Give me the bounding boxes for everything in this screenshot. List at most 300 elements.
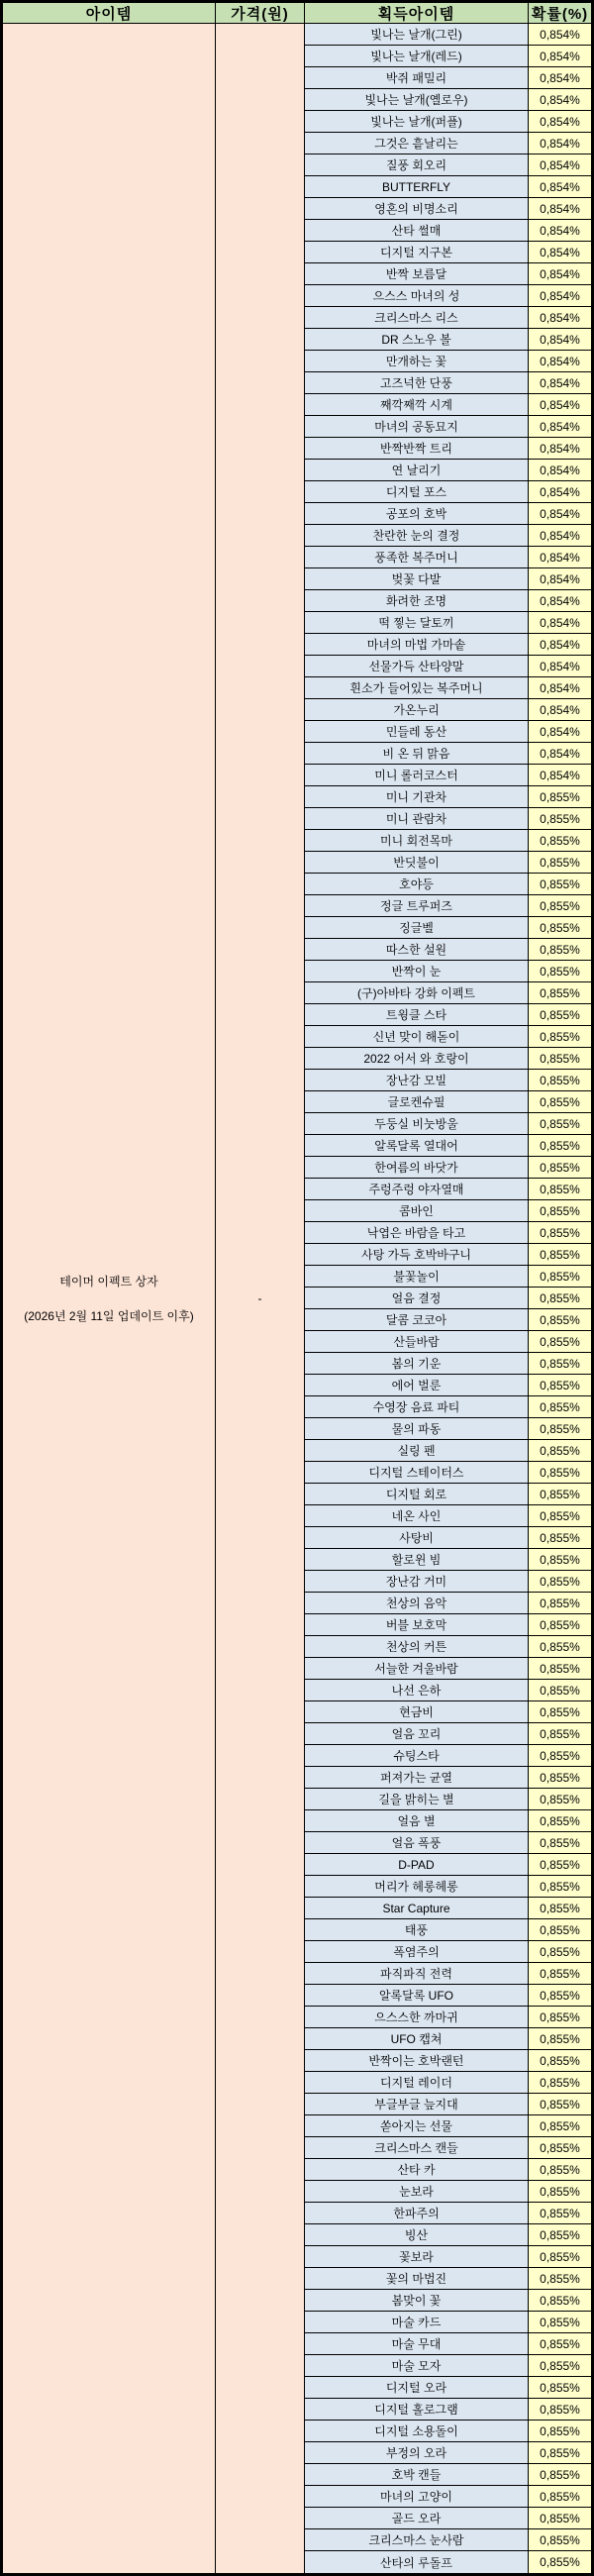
item-name: 테이머 이펙트 상자: [59, 1275, 158, 1288]
table-row: [305, 2290, 591, 2312]
result-item-name: 산타의 루돌프: [305, 2551, 529, 2573]
result-item-name: 신년 맞이 해돋이: [305, 1026, 529, 1047]
result-item-rate: 0,854%: [529, 590, 591, 611]
result-item-name: 천상의 음악: [305, 1593, 529, 1613]
table-row: [305, 438, 591, 460]
table-row: [305, 2508, 591, 2529]
result-item-name: 버블 보호막: [305, 1614, 529, 1635]
result-item-name: 반짝이 눈: [305, 961, 529, 981]
result-item-name: 나선 은하: [305, 1680, 529, 1700]
result-item-rate: 0,855%: [529, 2203, 591, 2223]
table-row: [305, 852, 591, 874]
table-row: [305, 656, 591, 677]
result-item-rate: 0,855%: [529, 2181, 591, 2202]
result-item-rate: 0,854%: [529, 372, 591, 393]
table-row: [305, 568, 591, 590]
result-item-rate: 0,855%: [529, 961, 591, 981]
result-item-name: 호야등: [305, 874, 529, 894]
result-item-name: 마술 무대: [305, 2333, 529, 2354]
result-item-rate: 0,855%: [529, 1048, 591, 1069]
result-item-rate: 0,855%: [529, 1004, 591, 1025]
result-item-rate: 0,855%: [529, 1396, 591, 1417]
result-item-name: 슈팅스타: [305, 1745, 529, 1766]
table-row: [305, 721, 591, 743]
table-row: [305, 24, 591, 46]
result-item-rate: 0,854%: [529, 743, 591, 764]
result-item-name: 흰소가 들어있는 복주머니: [305, 677, 529, 698]
result-item-name: 사탕 가득 호박바구니: [305, 1244, 529, 1265]
result-item-name: 폭염주의: [305, 1941, 529, 1962]
result-item-rate: 0,855%: [529, 2333, 591, 2354]
result-item-name: 트윙클 스타: [305, 1004, 529, 1025]
price-cell: -: [216, 24, 305, 2573]
result-item-rate: 0,854%: [529, 438, 591, 459]
result-item-rate: 0,854%: [529, 460, 591, 480]
table-row: [305, 220, 591, 242]
result-item-name: 빛나는 날개(그린): [305, 24, 529, 45]
result-item-rate: 0,854%: [529, 699, 591, 720]
table-row: [305, 1505, 591, 1527]
result-item-rate: 0,855%: [529, 1179, 591, 1199]
result-item-name: 정글 트루퍼즈: [305, 895, 529, 916]
result-item-rate: 0,855%: [529, 2290, 591, 2311]
table-row: [305, 2028, 591, 2050]
result-item-rate: 0,855%: [529, 1070, 591, 1090]
table-row: [305, 677, 591, 699]
result-item-rate: 0,855%: [529, 2377, 591, 2398]
table-row: [305, 1266, 591, 1288]
result-item-name: 디지털 레이더: [305, 2072, 529, 2093]
result-item-rate: 0,854%: [529, 416, 591, 437]
result-item-rate: 0,855%: [529, 1658, 591, 1679]
table-row: [305, 1701, 591, 1723]
result-item-rate: 0,855%: [529, 2224, 591, 2245]
result-item-name: 할로윈 빔: [305, 1549, 529, 1570]
table-row: [305, 2486, 591, 2508]
result-item-name: 산타 카: [305, 2159, 529, 2180]
column-header-price: 가격(원): [216, 3, 305, 23]
result-item-rate: 0,855%: [529, 2508, 591, 2528]
result-item-rate: 0,855%: [529, 874, 591, 894]
result-item-name: (구)아바타 강화 이펙트: [305, 982, 529, 1003]
result-item-rate: 0,855%: [529, 2486, 591, 2507]
result-item-rate: 0,855%: [529, 1636, 591, 1657]
table-row: [305, 939, 591, 961]
result-item-name: 마녀의 마법 가마솥: [305, 634, 529, 655]
result-item-name: 벚꽃 다발: [305, 568, 529, 589]
result-item-name: 2022 어서 와 호랑이: [305, 1048, 529, 1069]
table-row: [305, 2551, 591, 2573]
result-item-rate: 0,855%: [529, 1941, 591, 1962]
result-item-rate: 0,854%: [529, 612, 591, 633]
result-item-name: 부정의 오라: [305, 2442, 529, 2463]
table-row: [305, 1680, 591, 1701]
table-row: [305, 46, 591, 67]
result-item-rate: 0,855%: [529, 1091, 591, 1112]
table-row: [305, 1309, 591, 1331]
result-item-rate: 0,855%: [529, 1418, 591, 1439]
table-row: [305, 2529, 591, 2551]
result-item-name: 영혼의 비명소리: [305, 198, 529, 219]
table-row: [305, 1854, 591, 1876]
result-item-rate: 0,854%: [529, 721, 591, 742]
result-item-name: 달콤 코코아: [305, 1309, 529, 1330]
result-item-name: 봄의 기운: [305, 1353, 529, 1374]
result-item-name: 쏟아지는 선물: [305, 2115, 529, 2136]
table-row: [305, 416, 591, 438]
table-row: [305, 329, 591, 351]
result-item-rate: 0,855%: [529, 939, 591, 960]
result-item-rate: 0,855%: [529, 1854, 591, 1875]
result-item-rate: 0,855%: [529, 2094, 591, 2114]
table-row: [305, 2355, 591, 2377]
result-rows: [305, 24, 591, 2573]
result-item-name: 반짝반짝 트리: [305, 438, 529, 459]
result-item-rate: 0,855%: [529, 1462, 591, 1483]
table-row: [305, 2333, 591, 2355]
result-item-name: 연 날리기: [305, 460, 529, 480]
result-item-rate: 0,854%: [529, 220, 591, 241]
result-item-name: 디지털 오라: [305, 2377, 529, 2398]
table-row: [305, 1898, 591, 1919]
result-item-name: 빙산: [305, 2224, 529, 2245]
table-body: [3, 24, 591, 2573]
table-row: [305, 808, 591, 830]
table-row: [305, 2224, 591, 2246]
result-item-rate: 0,855%: [529, 786, 591, 807]
result-item-name: 골드 오라: [305, 2508, 529, 2528]
result-item-name: 디지털 소용돌이: [305, 2421, 529, 2441]
result-item-name: 징글벨: [305, 917, 529, 938]
result-item-rate: 0,855%: [529, 2159, 591, 2180]
result-item-rate: 0,854%: [529, 242, 591, 262]
result-item-rate: 0,855%: [529, 2312, 591, 2332]
table-row: [305, 1789, 591, 1810]
table-row: [305, 1832, 591, 1854]
table-row: [305, 198, 591, 220]
table-row: [305, 2421, 591, 2442]
table-row: [305, 307, 591, 329]
table-row: [305, 1767, 591, 1789]
table-row: [305, 895, 591, 917]
result-item-rate: 0,854%: [529, 46, 591, 66]
table-row: [305, 133, 591, 155]
result-item-rate: 0,854%: [529, 67, 591, 88]
table-row: [305, 285, 591, 307]
table-row: [305, 1179, 591, 1200]
result-item-name: 떡 찧는 달토끼: [305, 612, 529, 633]
table-row: [305, 1810, 591, 1832]
result-item-name: 퍼져가는 균열: [305, 1767, 529, 1788]
table-row: [305, 2159, 591, 2181]
table-row: [305, 786, 591, 808]
result-item-rate: 0,855%: [529, 1440, 591, 1461]
result-item-name: 꽃의 마법진: [305, 2268, 529, 2289]
result-item-rate: 0,854%: [529, 155, 591, 175]
result-item-rate: 0,855%: [529, 1200, 591, 1221]
result-item-name: 서늘한 겨울바람: [305, 1658, 529, 1679]
result-item-name: 주렁주렁 야자열매: [305, 1179, 529, 1199]
result-item-rate: 0,855%: [529, 2115, 591, 2136]
table-row: [305, 1375, 591, 1396]
table-row: [305, 1440, 591, 1462]
result-item-name: 으스스한 까마귀: [305, 2007, 529, 2027]
table-row: [305, 1527, 591, 1549]
result-item-name: 네온 사인: [305, 1505, 529, 1526]
result-item-name: 사탕비: [305, 1527, 529, 1548]
result-item-rate: 0,855%: [529, 2399, 591, 2420]
result-item-rate: 0,855%: [529, 1026, 591, 1047]
result-item-name: 질풍 회오리: [305, 155, 529, 175]
result-item-rate: 0,855%: [529, 1309, 591, 1330]
result-item-rate: 0,855%: [529, 1505, 591, 1526]
result-item-rate: 0,854%: [529, 481, 591, 502]
result-item-name: 얼음 결정: [305, 1288, 529, 1308]
table-row: [305, 155, 591, 176]
table-row: [305, 1919, 591, 1941]
table-row: [305, 1941, 591, 1963]
result-item-rate: 0,854%: [529, 263, 591, 284]
table-row: [305, 460, 591, 481]
result-item-rate: 0,855%: [529, 1527, 591, 1548]
result-item-name: 크리스마스 눈사람: [305, 2529, 529, 2550]
table-row: [305, 2181, 591, 2203]
result-item-rate: 0,855%: [529, 1680, 591, 1700]
table-row: [305, 394, 591, 416]
result-item-name: 마녀의 고양이: [305, 2486, 529, 2507]
table-row: [305, 2399, 591, 2421]
table-row: [305, 481, 591, 503]
result-item-rate: 0,854%: [529, 176, 591, 197]
result-item-name: 태풍: [305, 1919, 529, 1940]
result-item-rate: 0,854%: [529, 525, 591, 546]
result-item-rate: 0,855%: [529, 1353, 591, 1374]
result-item-name: 글로켄슈필: [305, 1091, 529, 1112]
result-item-rate: 0,854%: [529, 89, 591, 110]
table-row: [305, 2072, 591, 2094]
result-item-rate: 0,855%: [529, 1113, 591, 1134]
table-row: [305, 765, 591, 786]
result-item-name: 반짝이는 호박랜턴: [305, 2050, 529, 2071]
result-item-rate: 0,854%: [529, 351, 591, 371]
result-item-name: 선물가득 산타양말: [305, 656, 529, 676]
result-item-rate: 0,855%: [529, 1789, 591, 1809]
result-item-rate: 0,855%: [529, 1331, 591, 1352]
result-item-rate: 0,855%: [529, 1266, 591, 1287]
result-item-rate: 0,855%: [529, 2007, 591, 2027]
result-item-name: 콤바인: [305, 1200, 529, 1221]
table-row: [305, 1636, 591, 1658]
result-item-rate: 0,854%: [529, 568, 591, 589]
table-row: [305, 1462, 591, 1484]
result-item-name: 장난감 거미: [305, 1571, 529, 1592]
result-item-name: 미니 회전목마: [305, 830, 529, 851]
result-item-name: 그것은 흩날리는: [305, 133, 529, 154]
table-row: [305, 2312, 591, 2333]
result-item-name: 장난감 모빌: [305, 1070, 529, 1090]
result-item-rate: 0,855%: [529, 1375, 591, 1395]
result-item-name: 마녀의 공동묘지: [305, 416, 529, 437]
result-item-rate: 0,855%: [529, 2529, 591, 2550]
column-header-item: 아이템: [3, 3, 216, 23]
column-header-obtained-item: 획득아이템: [305, 3, 529, 23]
table-row: [305, 1091, 591, 1113]
result-item-name: 물의 파동: [305, 1418, 529, 1439]
result-item-rate: 0,854%: [529, 198, 591, 219]
result-item-rate: 0,855%: [529, 1985, 591, 2006]
result-item-rate: 0,855%: [529, 2246, 591, 2267]
table-row: [305, 1396, 591, 1418]
table-header-row: [3, 3, 591, 24]
result-item-name: 얼음 별: [305, 1810, 529, 1831]
result-item-rate: 0,855%: [529, 2028, 591, 2049]
table-row: [305, 1135, 591, 1157]
result-item-name: BUTTERFLY: [305, 176, 529, 197]
result-item-name: 현금비: [305, 1701, 529, 1722]
result-item-name: 꽃보라: [305, 2246, 529, 2267]
table-row: [305, 874, 591, 895]
table-row: [305, 1026, 591, 1048]
result-item-name: 산타 썰매: [305, 220, 529, 241]
result-item-name: 봄맞이 꽃: [305, 2290, 529, 2311]
table-row: [305, 1418, 591, 1440]
table-row: [305, 111, 591, 133]
result-item-name: 두둥실 비눗방울: [305, 1113, 529, 1134]
result-item-name: 디지털 포스: [305, 481, 529, 502]
result-item-name: D-PAD: [305, 1854, 529, 1875]
result-item-name: 으스스 마녀의 성: [305, 285, 529, 306]
table-row: [305, 2094, 591, 2115]
table-row: [305, 2050, 591, 2072]
result-item-rate: 0,855%: [529, 1571, 591, 1592]
table-row: [305, 242, 591, 263]
result-item-rate: 0,854%: [529, 285, 591, 306]
result-item-name: 빛나는 날개(레드): [305, 46, 529, 66]
result-item-rate: 0,854%: [529, 394, 591, 415]
table-row: [305, 612, 591, 634]
column-header-probability: 확률(%): [529, 3, 591, 23]
table-row: [305, 2442, 591, 2464]
result-item-rate: 0,855%: [529, 1549, 591, 1570]
table-row: [305, 67, 591, 89]
table-row: [305, 1157, 591, 1179]
result-item-rate: 0,855%: [529, 830, 591, 851]
result-item-name: 얼음 꼬리: [305, 1723, 529, 1744]
result-item-rate: 0,855%: [529, 1723, 591, 1744]
table-row: [305, 263, 591, 285]
result-item-name: 눈보라: [305, 2181, 529, 2202]
result-item-name: 공포의 호박: [305, 503, 529, 524]
result-item-rate: 0,855%: [529, 2355, 591, 2376]
result-item-rate: 0,855%: [529, 2050, 591, 2071]
result-item-name: 불꽃놀이: [305, 1266, 529, 1287]
result-item-name: 민들레 동산: [305, 721, 529, 742]
table-row: [305, 1331, 591, 1353]
table-row: [305, 2137, 591, 2159]
result-item-name: 한여름의 바닷가: [305, 1157, 529, 1178]
result-item-rate: 0,855%: [529, 1484, 591, 1504]
result-item-name: 빛나는 날개(퍼플): [305, 111, 529, 132]
result-item-name: 가온누리: [305, 699, 529, 720]
table-row: [305, 1222, 591, 1244]
result-item-name: 얼음 폭풍: [305, 1832, 529, 1853]
table-row: [305, 961, 591, 982]
result-item-name: DR 스노우 볼: [305, 329, 529, 350]
table-row: [305, 351, 591, 372]
table-row: [305, 1549, 591, 1571]
table-row: [305, 699, 591, 721]
table-row: [305, 372, 591, 394]
result-item-name: 산들바람: [305, 1331, 529, 1352]
table-row: [305, 634, 591, 656]
table-row: [305, 1876, 591, 1898]
result-item-name: 디지털 회로: [305, 1484, 529, 1504]
table-row: [305, 2203, 591, 2224]
result-item-name: 천상의 커튼: [305, 1636, 529, 1657]
result-item-rate: 0,854%: [529, 329, 591, 350]
result-item-rate: 0,855%: [529, 2442, 591, 2463]
result-item-name: 미니 기관차: [305, 786, 529, 807]
result-item-name: Star Capture: [305, 1898, 529, 1918]
table-row: [305, 1004, 591, 1026]
result-item-rate: 0,855%: [529, 982, 591, 1003]
result-item-name: 머리가 헤롱헤롱: [305, 1876, 529, 1897]
table-row: [305, 525, 591, 547]
table-row: [305, 1288, 591, 1309]
result-item-rate: 0,855%: [529, 1244, 591, 1265]
result-item-rate: 0,855%: [529, 2421, 591, 2441]
result-item-rate: 0,855%: [529, 2137, 591, 2158]
result-item-name: 디지털 지구본: [305, 242, 529, 262]
table-row: [305, 1614, 591, 1636]
item-update-note: (2026년 2월 11일 업데이트 이후): [24, 1309, 194, 1323]
table-row: [305, 743, 591, 765]
result-item-rate: 0,855%: [529, 1767, 591, 1788]
result-item-rate: 0,854%: [529, 307, 591, 328]
result-item-rate: 0,854%: [529, 503, 591, 524]
result-item-rate: 0,855%: [529, 1135, 591, 1156]
result-item-name: 파직파직 전력: [305, 1963, 529, 1984]
table-row: [305, 1593, 591, 1614]
result-item-name: 반짝 보름달: [305, 263, 529, 284]
table-row: [305, 547, 591, 568]
result-item-rate: 0,855%: [529, 2464, 591, 2485]
result-item-rate: 0,854%: [529, 547, 591, 567]
result-item-name: 알록달록 UFO: [305, 1985, 529, 2006]
result-item-name: 길을 밝히는 별: [305, 1789, 529, 1809]
result-item-name: 크리스마스 캔들: [305, 2137, 529, 2158]
result-item-rate: 0,854%: [529, 656, 591, 676]
result-item-rate: 0,855%: [529, 1963, 591, 1984]
result-item-name: 박쥐 패밀리: [305, 67, 529, 88]
result-item-rate: 0,854%: [529, 634, 591, 655]
result-item-name: 부글부글 늪지대: [305, 2094, 529, 2114]
result-item-name: UFO 캡쳐: [305, 2028, 529, 2049]
result-item-name: 호박 캔들: [305, 2464, 529, 2485]
result-item-rate: 0,854%: [529, 133, 591, 154]
result-item-rate: 0,855%: [529, 1898, 591, 1918]
result-item-rate: 0,854%: [529, 111, 591, 132]
table-row: [305, 2464, 591, 2486]
result-item-rate: 0,855%: [529, 1832, 591, 1853]
table-row: [305, 982, 591, 1004]
table-row: [305, 1723, 591, 1745]
table-row: [305, 1113, 591, 1135]
result-item-name: 마술 모자: [305, 2355, 529, 2376]
result-item-name: 수영장 음료 파티: [305, 1396, 529, 1417]
result-item-rate: 0,855%: [529, 1745, 591, 1766]
result-item-name: 빛나는 날개(옐로우): [305, 89, 529, 110]
